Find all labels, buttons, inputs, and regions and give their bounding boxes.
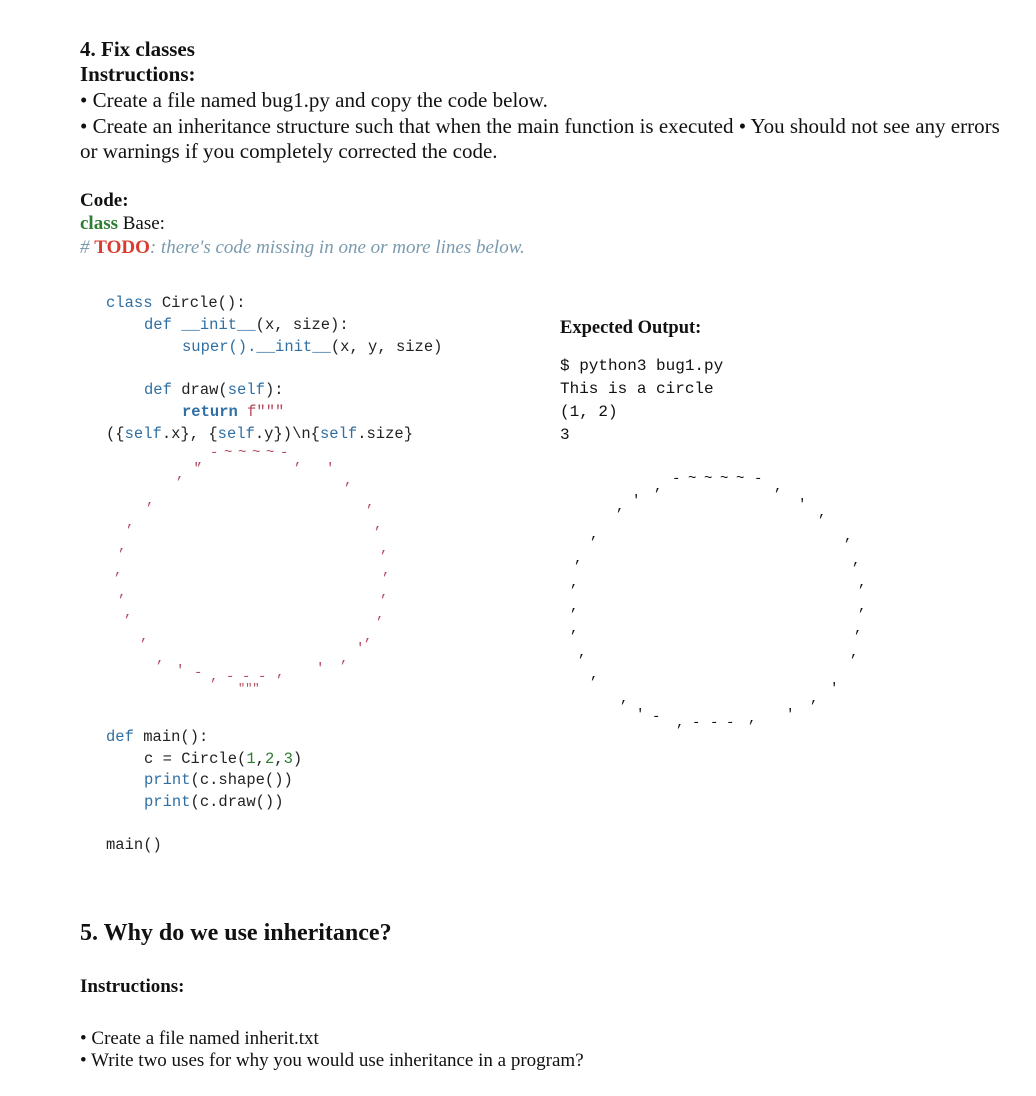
code-token: , <box>274 750 284 768</box>
code-token: return <box>182 403 248 421</box>
svg-text:': ' <box>316 661 325 677</box>
svg-text:': ' <box>632 493 641 509</box>
code-line-8 <box>144 750 302 768</box>
code-token: self <box>319 425 358 443</box>
code-token: def <box>144 381 182 399</box>
code-token: .size} <box>357 425 414 443</box>
svg-text:,: , <box>590 527 599 543</box>
svg-text:~: ~ <box>224 450 233 461</box>
code-token: (x, size): <box>255 316 349 334</box>
code-token: (x, y, size) <box>330 338 443 356</box>
code-token: print <box>144 793 191 811</box>
output-line-3: (1, 2) <box>560 403 618 421</box>
svg-text:,: , <box>574 551 583 567</box>
instructions-label-2: Instructions: <box>80 976 185 997</box>
svg-text:,: , <box>380 541 389 557</box>
svg-text:,: , <box>818 505 827 521</box>
svg-text:-: - <box>258 669 267 685</box>
svg-text:-: - <box>710 715 719 730</box>
todo-tag: TODO <box>94 237 150 258</box>
svg-text:,: , <box>570 575 579 591</box>
code-token: 1 <box>246 750 256 768</box>
output-line-2: This is a circle <box>560 380 714 398</box>
svg-text:': ' <box>192 461 201 477</box>
art-char: , <box>196 453 205 469</box>
svg-text:,: , <box>210 669 219 685</box>
code-line-2 <box>144 316 349 334</box>
code-token: def <box>144 316 182 334</box>
svg-text:': ' <box>786 707 795 723</box>
code-token: self <box>124 425 162 443</box>
ascii-circle-art-output <box>560 470 880 730</box>
code-line-3 <box>182 338 442 356</box>
svg-text:,: , <box>620 691 629 707</box>
svg-text:,: , <box>590 667 599 683</box>
code-line-1 <box>106 294 246 312</box>
code-token: f""" <box>247 403 285 421</box>
svg-text:,: , <box>124 605 133 621</box>
code-token: 3 <box>283 750 293 768</box>
code-line-10 <box>144 793 284 811</box>
code-token: ({ <box>106 425 125 443</box>
code-token: 2 <box>264 750 275 768</box>
instruction-bullet-2: • Create an inheritance structure such that when the main function is executed • You should not see any errors or warnings if you completely corrected the code. <box>80 114 1000 163</box>
code-line-5 <box>182 403 284 421</box>
code-token: __init__ <box>256 338 331 356</box>
svg-text:,: , <box>854 621 863 637</box>
todo-hash: # <box>80 237 95 258</box>
expected-output-label: Expected Output: <box>560 318 702 338</box>
svg-text:,: , <box>844 529 853 545</box>
svg-text:-: - <box>242 669 251 685</box>
svg-text:-: - <box>210 450 219 461</box>
code-token: self <box>217 425 255 443</box>
code-token: .y})\n{ <box>254 425 320 443</box>
svg-text:,: , <box>114 563 123 579</box>
code-token: , <box>255 750 265 768</box>
svg-text:-: - <box>692 715 701 730</box>
code-token: __init__ <box>181 316 256 334</box>
svg-text:~: ~ <box>704 471 713 487</box>
output-line-4: 3 <box>560 426 570 444</box>
svg-text:,: , <box>570 621 579 637</box>
svg-text:,: , <box>858 575 867 591</box>
code-token: def <box>106 728 144 746</box>
svg-text:,: , <box>852 553 861 569</box>
art-closing-quotes: """ <box>238 682 260 696</box>
svg-text:': ' <box>636 707 645 723</box>
svg-text:~: ~ <box>720 471 729 487</box>
instruction-bullet-3: • Create a file named inherit.txt <box>80 1028 319 1049</box>
section-4-title: 4. Fix classes <box>80 37 195 61</box>
code-line-9 <box>144 771 293 789</box>
code-line-7 <box>106 728 208 746</box>
svg-text:,: , <box>294 453 303 469</box>
code-token: (c.draw()) <box>190 793 284 811</box>
svg-text:,: , <box>156 651 165 667</box>
class-base-line <box>80 213 165 235</box>
svg-text:,: , <box>276 665 285 681</box>
code-line-11: main() <box>106 836 162 854</box>
svg-text:~: ~ <box>238 450 247 461</box>
class-base-name: Base: <box>118 213 165 234</box>
svg-text:,: , <box>810 691 819 707</box>
code-token: ) <box>292 750 303 768</box>
svg-text:,: , <box>774 479 783 495</box>
svg-text:,: , <box>380 585 389 601</box>
svg-text:,: , <box>654 479 663 495</box>
svg-text:-: - <box>726 715 735 730</box>
code-token: Circle(): <box>161 294 246 312</box>
svg-text:': ' <box>798 497 807 513</box>
code-token: ): <box>264 381 284 399</box>
svg-text:,: , <box>676 715 685 730</box>
svg-text:,: , <box>374 517 383 533</box>
svg-text:-: - <box>226 669 235 685</box>
svg-text:-: - <box>652 709 661 725</box>
svg-text:-: - <box>280 450 289 461</box>
instruction-bullet-1: • Create a file named bug1.py and copy the code below. <box>80 88 548 112</box>
svg-text:,: , <box>570 599 579 615</box>
class-keyword: class <box>80 213 118 234</box>
svg-text:~: ~ <box>266 450 275 461</box>
svg-text:,: , <box>140 629 149 645</box>
svg-text:': ' <box>176 663 185 679</box>
svg-text:,: , <box>146 493 155 509</box>
svg-text:,: , <box>748 711 757 727</box>
svg-text:,: , <box>364 629 373 645</box>
instruction-bullet-4: • Write two uses for why you would use inheritance in a program? <box>80 1050 584 1071</box>
code-token: .x}, { <box>161 425 218 443</box>
svg-text:,: , <box>126 515 135 531</box>
section-5-title: 5. Why do we use inheritance? <box>80 920 392 946</box>
svg-text:-: - <box>754 471 763 487</box>
output-line-1: $ python3 bug1.py <box>560 357 724 375</box>
svg-text:': ' <box>830 681 839 697</box>
svg-text:~: ~ <box>736 471 745 487</box>
code-line-6 <box>106 425 413 443</box>
code-token: main(): <box>143 728 209 746</box>
svg-text:,: , <box>176 467 185 483</box>
code-token: c = Circle( <box>144 750 247 768</box>
code-token: print <box>144 771 191 789</box>
svg-text:-: - <box>672 471 681 487</box>
svg-text:': ' <box>326 461 335 477</box>
svg-text:,: , <box>578 645 587 661</box>
instructions-label: Instructions: <box>80 62 196 86</box>
todo-text: : there's code missing in one or more lines below. <box>149 237 525 258</box>
svg-text:,: , <box>118 539 127 555</box>
code-token: draw( <box>181 381 228 399</box>
svg-text:,: , <box>366 495 375 511</box>
svg-text:,: , <box>118 585 127 601</box>
code-token: (c.shape()) <box>190 771 293 789</box>
svg-text:,: , <box>376 607 385 623</box>
svg-text:,: , <box>858 599 867 615</box>
svg-text:': ' <box>356 641 365 657</box>
todo-comment <box>80 237 525 259</box>
code-token: super(). <box>182 338 257 356</box>
svg-text:~: ~ <box>688 471 697 487</box>
svg-text:-: - <box>194 665 203 681</box>
svg-text:,: , <box>382 563 391 579</box>
svg-text:,: , <box>616 499 625 515</box>
code-token: class <box>106 294 162 312</box>
svg-text:,: , <box>344 473 353 489</box>
code-label: Code: <box>80 190 129 211</box>
svg-text:,: , <box>850 645 859 661</box>
ascii-circle-art-code <box>100 450 400 700</box>
svg-text:,: , <box>340 651 349 667</box>
svg-text:~: ~ <box>252 450 261 461</box>
code-token: self <box>227 381 265 399</box>
code-line-4 <box>144 381 284 399</box>
